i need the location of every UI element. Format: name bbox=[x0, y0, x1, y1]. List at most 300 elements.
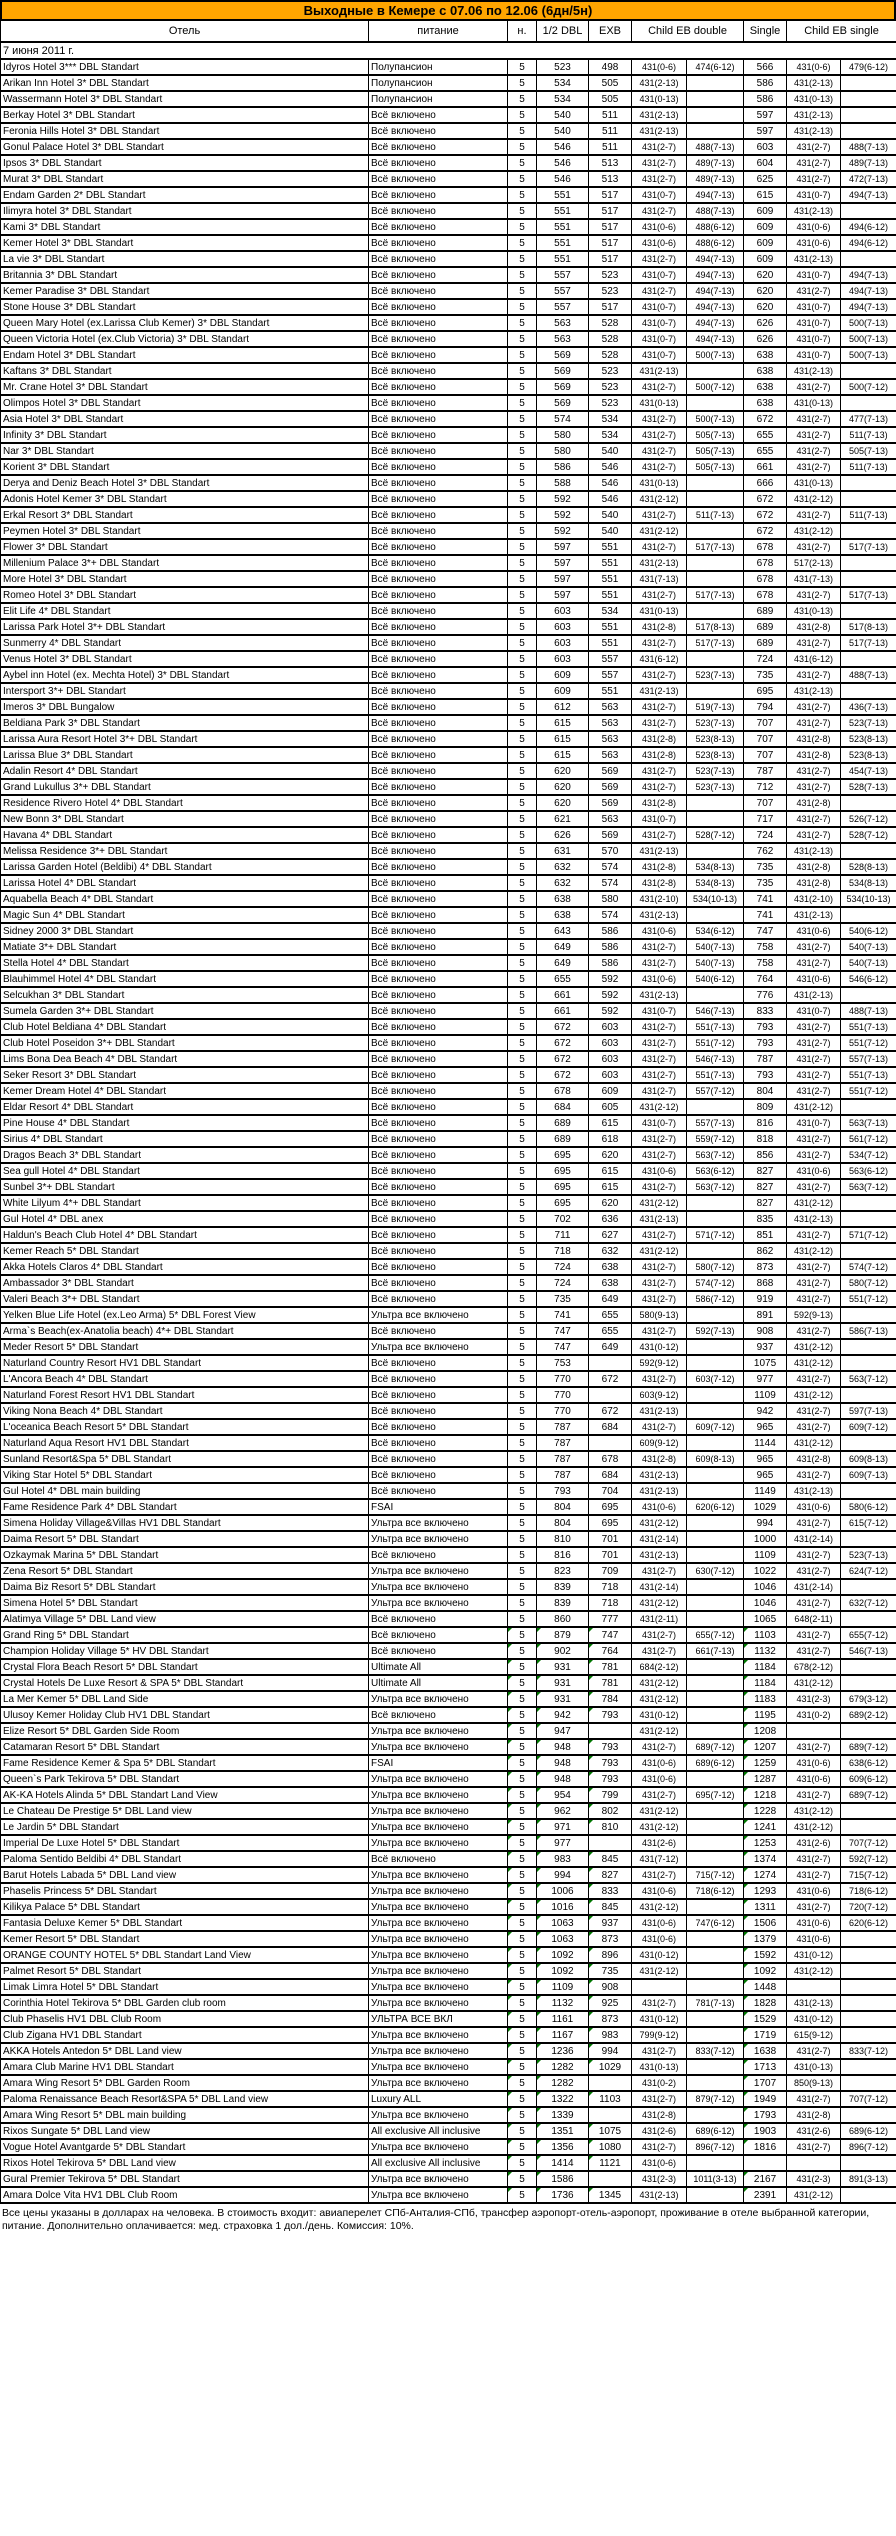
child-eb-double-2-cell: 609(8-13) bbox=[687, 1451, 744, 1467]
child-eb-double-1-cell: 580(9-13) bbox=[632, 1307, 687, 1323]
child-eb-single-2-cell bbox=[841, 1483, 896, 1499]
child-eb-single-2-cell: 689(7-12) bbox=[841, 1787, 896, 1803]
exb-price-cell: 570 bbox=[589, 843, 632, 859]
child-eb-single-2-cell: 523(8-13) bbox=[841, 731, 896, 747]
nights-cell: 5 bbox=[508, 2187, 537, 2203]
hotel-name-cell: ORANGE COUNTY HOTEL 5* DBL Standart Land View bbox=[1, 1947, 369, 1963]
exb-price-cell: 511 bbox=[589, 107, 632, 123]
meal-plan-cell: Всё включено bbox=[369, 1611, 508, 1627]
cell-error-indicator-icon bbox=[508, 2188, 512, 2192]
hotel-name-cell: Rixos Sungate 5* DBL Land view bbox=[1, 2123, 369, 2139]
child-eb-single-1-cell: 431(2-7) bbox=[787, 2091, 841, 2107]
nights-cell: 5 bbox=[508, 1723, 537, 1739]
exb-price-cell: 557 bbox=[589, 667, 632, 683]
half-dbl-price-cell: 1167 bbox=[537, 2027, 589, 2043]
hotel-name-cell: Alatimya Village 5* DBL Land view bbox=[1, 1611, 369, 1627]
child-eb-double-1-cell: 431(0-12) bbox=[632, 1339, 687, 1355]
single-price-cell: 1374 bbox=[744, 1851, 787, 1867]
cell-error-indicator-icon bbox=[537, 1740, 541, 1744]
single-price-cell: 862 bbox=[744, 1243, 787, 1259]
child-eb-double-2-cell: 534(8-13) bbox=[687, 875, 744, 891]
nights-cell: 5 bbox=[508, 1483, 537, 1499]
child-eb-double-2-cell: 494(7-13) bbox=[687, 251, 744, 267]
single-price-cell: 793 bbox=[744, 1019, 787, 1035]
child-eb-single-2-cell bbox=[841, 795, 896, 811]
child-eb-single-1-cell: 431(2-13) bbox=[787, 1995, 841, 2011]
half-dbl-price-cell: 523 bbox=[537, 59, 589, 75]
exb-price-cell: 603 bbox=[589, 1067, 632, 1083]
table-row bbox=[1, 1291, 896, 1307]
child-eb-single-1-cell: 431(2-7) bbox=[787, 1547, 841, 1563]
child-eb-double-1-cell: 431(0-6) bbox=[632, 1771, 687, 1787]
child-eb-single-1-cell: 431(2-13) bbox=[787, 683, 841, 699]
single-price-cell: 1046 bbox=[744, 1579, 787, 1595]
meal-plan-cell: Всё включено bbox=[369, 363, 508, 379]
cell-error-indicator-icon bbox=[537, 1804, 541, 1808]
single-price-cell: 827 bbox=[744, 1179, 787, 1195]
meal-plan-cell: Ultimate All bbox=[369, 1659, 508, 1675]
meal-plan-cell: Всё включено bbox=[369, 907, 508, 923]
child-eb-double-1-cell: 431(2-13) bbox=[632, 123, 687, 139]
child-eb-single-1-cell: 431(2-12) bbox=[787, 1099, 841, 1115]
cell-error-indicator-icon bbox=[744, 1708, 748, 1712]
child-eb-single-2-cell: 720(7-12) bbox=[841, 1899, 896, 1915]
child-eb-single-2-cell: 517(7-13) bbox=[841, 539, 896, 555]
table-row bbox=[1, 1243, 896, 1259]
child-eb-double-2-cell: 546(7-13) bbox=[687, 1003, 744, 1019]
cell-error-indicator-icon bbox=[744, 1724, 748, 1728]
nights-cell: 5 bbox=[508, 1307, 537, 1323]
child-eb-double-1-cell: 431(0-6) bbox=[632, 1499, 687, 1515]
meal-plan-cell: Всё включено bbox=[369, 1259, 508, 1275]
nights-cell: 5 bbox=[508, 539, 537, 555]
child-eb-double-1-cell: 431(0-13) bbox=[632, 603, 687, 619]
child-eb-double-2-cell: 609(7-12) bbox=[687, 1419, 744, 1435]
half-dbl-price-cell: 724 bbox=[537, 1275, 589, 1291]
exb-price-cell: 793 bbox=[589, 1707, 632, 1723]
half-dbl-price-cell: 1006 bbox=[537, 1883, 589, 1899]
nights-cell: 5 bbox=[508, 683, 537, 699]
meal-plan-cell: Всё включено bbox=[369, 459, 508, 475]
half-dbl-price-cell: 948 bbox=[537, 1739, 589, 1755]
half-dbl-price-cell: 632 bbox=[537, 875, 589, 891]
half-dbl-price-cell: 557 bbox=[537, 299, 589, 315]
hotel-name-cell: Matiate 3*+ DBL Standart bbox=[1, 939, 369, 955]
nights-cell: 5 bbox=[508, 395, 537, 411]
single-price-cell: 1046 bbox=[744, 1595, 787, 1611]
table-row bbox=[1, 171, 896, 187]
nights-cell: 5 bbox=[508, 747, 537, 763]
single-price-cell: 1075 bbox=[744, 1355, 787, 1371]
hotel-name-cell: Sunbel 3*+ DBL Standart bbox=[1, 1179, 369, 1195]
meal-plan-cell: Всё включено bbox=[369, 747, 508, 763]
child-eb-single-2-cell: 436(7-13) bbox=[841, 699, 896, 715]
exb-price-cell: 551 bbox=[589, 539, 632, 555]
meal-plan-cell: Всё включено bbox=[369, 1707, 508, 1723]
child-eb-double-1-cell: 431(2-7) bbox=[632, 283, 687, 299]
cell-error-indicator-icon bbox=[537, 2012, 541, 2016]
nights-cell: 5 bbox=[508, 891, 537, 907]
child-eb-double-1-cell: 431(2-13) bbox=[632, 555, 687, 571]
child-eb-single-2-cell: 488(7-13) bbox=[841, 667, 896, 683]
child-eb-double-1-cell: 431(2-8) bbox=[632, 747, 687, 763]
cell-error-indicator-icon bbox=[508, 2092, 512, 2096]
child-eb-double-2-cell bbox=[687, 1899, 744, 1915]
child-eb-double-2-cell: 523(8-13) bbox=[687, 747, 744, 763]
child-eb-double-1-cell: 431(7-13) bbox=[632, 571, 687, 587]
half-dbl-price-cell: 1161 bbox=[537, 2011, 589, 2027]
child-eb-double-1-cell: 431(2-7) bbox=[632, 1627, 687, 1643]
nights-cell: 5 bbox=[508, 1019, 537, 1035]
table-row bbox=[1, 2027, 896, 2043]
child-eb-double-1-cell: 684(2-12) bbox=[632, 1659, 687, 1675]
exb-price-cell: 517 bbox=[589, 187, 632, 203]
nights-cell: 5 bbox=[508, 507, 537, 523]
child-eb-double-2-cell bbox=[687, 1355, 744, 1371]
half-dbl-price-cell: 695 bbox=[537, 1147, 589, 1163]
meal-plan-cell: Ультра все включено bbox=[369, 1819, 508, 1835]
meal-plan-cell: Всё включено bbox=[369, 443, 508, 459]
exb-price-cell: 655 bbox=[589, 1323, 632, 1339]
single-price-cell: 672 bbox=[744, 523, 787, 539]
child-eb-double-1-cell: 431(2-8) bbox=[632, 1451, 687, 1467]
cell-error-indicator-icon bbox=[537, 1932, 541, 1936]
exb-price-cell: 781 bbox=[589, 1675, 632, 1691]
child-eb-double-2-cell: 474(6-12) bbox=[687, 59, 744, 75]
child-eb-double-1-cell: 431(2-13) bbox=[632, 75, 687, 91]
child-eb-single-1-cell: 431(2-7) bbox=[787, 1739, 841, 1755]
child-eb-double-2-cell bbox=[687, 1771, 744, 1787]
single-price-cell: 689 bbox=[744, 619, 787, 635]
table-row bbox=[1, 939, 896, 955]
meal-plan-cell: Всё включено bbox=[369, 555, 508, 571]
table-row bbox=[1, 763, 896, 779]
child-eb-single-2-cell bbox=[841, 1435, 896, 1451]
meal-plan-cell: Всё включено bbox=[369, 587, 508, 603]
child-eb-single-2-cell: 523(7-13) bbox=[841, 715, 896, 731]
meal-plan-cell: Всё включено bbox=[369, 475, 508, 491]
hotel-name-cell: Adonis Hotel Kemer 3* DBL Standart bbox=[1, 491, 369, 507]
cell-error-indicator-icon bbox=[508, 1996, 512, 2000]
child-eb-single-1-cell: 431(2-12) bbox=[787, 1339, 841, 1355]
single-price-cell: 942 bbox=[744, 1403, 787, 1419]
hotel-name-cell: Phaselis Princess 5* DBL Standart bbox=[1, 1883, 369, 1899]
meal-plan-cell: Всё включено bbox=[369, 1211, 508, 1227]
half-dbl-price-cell: 793 bbox=[537, 1483, 589, 1499]
table-row bbox=[1, 635, 896, 651]
nights-cell: 5 bbox=[508, 155, 537, 171]
child-eb-single-1-cell: 431(2-8) bbox=[787, 875, 841, 891]
nights-cell: 5 bbox=[508, 1035, 537, 1051]
cell-error-indicator-icon bbox=[508, 2108, 512, 2112]
child-eb-double-2-cell: 517(7-13) bbox=[687, 587, 744, 603]
child-eb-double-1-cell: 431(2-7) bbox=[632, 1291, 687, 1307]
cell-error-indicator-icon bbox=[537, 1676, 541, 1680]
nights-cell: 5 bbox=[508, 715, 537, 731]
half-dbl-price-cell: 661 bbox=[537, 1003, 589, 1019]
single-price-cell: 1195 bbox=[744, 1707, 787, 1723]
child-eb-single-2-cell bbox=[841, 123, 896, 139]
hotel-name-cell: Kemer Hotel 3* DBL Standart bbox=[1, 235, 369, 251]
single-price-cell: 724 bbox=[744, 651, 787, 667]
child-eb-double-2-cell bbox=[687, 2155, 744, 2171]
meal-plan-cell: Всё включено bbox=[369, 779, 508, 795]
hotel-name-cell: Romeo Hotel 3* DBL Standart bbox=[1, 587, 369, 603]
child-eb-double-2-cell: 592(7-13) bbox=[687, 1323, 744, 1339]
nights-cell: 5 bbox=[508, 1643, 537, 1659]
single-price-cell: 1022 bbox=[744, 1563, 787, 1579]
child-eb-single-2-cell: 563(7-12) bbox=[841, 1371, 896, 1387]
half-dbl-price-cell: 620 bbox=[537, 795, 589, 811]
half-dbl-price-cell: 620 bbox=[537, 779, 589, 795]
half-dbl-price-cell: 546 bbox=[537, 171, 589, 187]
half-dbl-price-cell: 661 bbox=[537, 987, 589, 1003]
cell-error-indicator-icon bbox=[589, 1788, 593, 1792]
meal-plan-cell: Всё включено bbox=[369, 1115, 508, 1131]
child-eb-double-1-cell: 431(0-12) bbox=[632, 2011, 687, 2027]
hotel-name-cell: Ilimyra hotel 3* DBL Standart bbox=[1, 203, 369, 219]
single-price-cell: 609 bbox=[744, 219, 787, 235]
child-eb-single-2-cell: 500(7-12) bbox=[841, 379, 896, 395]
meal-plan-cell: Полупансион bbox=[369, 75, 508, 91]
meal-plan-cell: Полупансион bbox=[369, 59, 508, 75]
child-eb-double-1-cell: 431(2-8) bbox=[632, 619, 687, 635]
single-price-cell: 625 bbox=[744, 171, 787, 187]
cell-error-indicator-icon bbox=[508, 1852, 512, 1856]
table-row bbox=[1, 1499, 896, 1515]
cell-error-indicator-icon bbox=[744, 1772, 748, 1776]
half-dbl-price-cell: 787 bbox=[537, 1451, 589, 1467]
child-eb-single-1-cell: 431(2-7) bbox=[787, 507, 841, 523]
single-price-cell: 793 bbox=[744, 1067, 787, 1083]
table-row bbox=[1, 1755, 896, 1771]
exb-price-cell: 845 bbox=[589, 1899, 632, 1915]
half-dbl-price-cell: 603 bbox=[537, 603, 589, 619]
cell-error-indicator-icon bbox=[744, 1804, 748, 1808]
half-dbl-price-cell: 597 bbox=[537, 555, 589, 571]
half-dbl-price-cell: 569 bbox=[537, 395, 589, 411]
cell-error-indicator-icon bbox=[744, 1676, 748, 1680]
single-price-cell: 655 bbox=[744, 443, 787, 459]
hotel-name-cell: Feronia Hills Hotel 3* DBL Standart bbox=[1, 123, 369, 139]
child-eb-single-1-cell: 431(2-7) bbox=[787, 715, 841, 731]
single-price-cell: 868 bbox=[744, 1275, 787, 1291]
hotel-name-cell: Yelken Blue Life Hotel (ex.Leo Arma) 5* DBL Forest View bbox=[1, 1307, 369, 1323]
hotel-name-cell: Zena Resort 5* DBL Standart bbox=[1, 1563, 369, 1579]
child-eb-double-1-cell: 431(2-12) bbox=[632, 1963, 687, 1979]
rows-body bbox=[1, 59, 896, 2203]
child-eb-single-1-cell: 431(2-7) bbox=[787, 1627, 841, 1643]
child-eb-double-2-cell: 494(7-13) bbox=[687, 315, 744, 331]
exb-price-cell: 627 bbox=[589, 1227, 632, 1243]
hotel-name-cell: Intersport 3*+ DBL Standart bbox=[1, 683, 369, 699]
single-price-cell: 717 bbox=[744, 811, 787, 827]
child-eb-double-2-cell bbox=[687, 603, 744, 619]
single-price-cell: 638 bbox=[744, 379, 787, 395]
single-price-cell: 1253 bbox=[744, 1835, 787, 1851]
meal-plan-cell: Всё включено bbox=[369, 251, 508, 267]
child-eb-double-2-cell: 879(7-12) bbox=[687, 2091, 744, 2107]
child-eb-double-2-cell bbox=[687, 395, 744, 411]
child-eb-single-1-cell: 431(2-7) bbox=[787, 1643, 841, 1659]
half-dbl-price-cell: 753 bbox=[537, 1355, 589, 1371]
child-eb-double-1-cell: 431(2-12) bbox=[632, 1099, 687, 1115]
hotel-name-cell: Le Chateau De Prestige 5* DBL Land view bbox=[1, 1803, 369, 1819]
child-eb-single-1-cell: 678(2-12) bbox=[787, 1659, 841, 1675]
child-eb-single-2-cell: 586(7-13) bbox=[841, 1323, 896, 1339]
half-dbl-price-cell: 823 bbox=[537, 1563, 589, 1579]
nights-cell: 5 bbox=[508, 603, 537, 619]
child-eb-double-2-cell bbox=[687, 1659, 744, 1675]
single-price-cell: 1109 bbox=[744, 1387, 787, 1403]
exb-price-cell: 636 bbox=[589, 1211, 632, 1227]
meal-plan-cell: Всё включено bbox=[369, 347, 508, 363]
child-eb-single-1-cell: 431(0-6) bbox=[787, 1883, 841, 1899]
hotel-name-cell: Aquabella Beach 4* DBL Standart bbox=[1, 891, 369, 907]
child-eb-single-2-cell: 500(7-13) bbox=[841, 315, 896, 331]
cell-error-indicator-icon bbox=[744, 1916, 748, 1920]
table-row bbox=[1, 2155, 896, 2171]
hotel-name-cell: Simena Holiday Village&Villas HV1 DBL Standart bbox=[1, 1515, 369, 1531]
nights-cell: 5 bbox=[508, 363, 537, 379]
hotel-name-cell: Fame Residence Park 4* DBL Standart bbox=[1, 1499, 369, 1515]
half-dbl-price-cell: 603 bbox=[537, 651, 589, 667]
exb-price-cell: 511 bbox=[589, 123, 632, 139]
table-row bbox=[1, 1115, 896, 1131]
child-eb-double-1-cell: 431(2-7) bbox=[632, 1419, 687, 1435]
child-eb-single-1-cell: 431(2-7) bbox=[787, 827, 841, 843]
child-eb-single-2-cell: 707(7-12) bbox=[841, 1835, 896, 1851]
single-price-cell: 1293 bbox=[744, 1883, 787, 1899]
child-eb-single-2-cell bbox=[841, 555, 896, 571]
exb-price-cell: 709 bbox=[589, 1563, 632, 1579]
single-price-cell: 655 bbox=[744, 427, 787, 443]
col-header-meal: питание bbox=[369, 20, 508, 42]
child-eb-single-2-cell: 494(6-12) bbox=[841, 219, 896, 235]
child-eb-single-2-cell: 563(7-12) bbox=[841, 1179, 896, 1195]
child-eb-double-2-cell bbox=[687, 1723, 744, 1739]
exb-price-cell: 632 bbox=[589, 1243, 632, 1259]
child-eb-double-1-cell: 431(0-6) bbox=[632, 1931, 687, 1947]
meal-plan-cell: Всё включено bbox=[369, 235, 508, 251]
single-price-cell: 804 bbox=[744, 1083, 787, 1099]
child-eb-double-2-cell bbox=[687, 1595, 744, 1611]
child-eb-single-2-cell: 523(8-13) bbox=[841, 747, 896, 763]
child-eb-single-1-cell: 431(0-6) bbox=[787, 59, 841, 75]
child-eb-single-2-cell bbox=[841, 523, 896, 539]
single-price-cell: 1144 bbox=[744, 1435, 787, 1451]
child-eb-single-2-cell: 546(6-12) bbox=[841, 971, 896, 987]
exb-price-cell: 925 bbox=[589, 1995, 632, 2011]
child-eb-single-2-cell bbox=[841, 683, 896, 699]
child-eb-double-2-cell bbox=[687, 1851, 744, 1867]
exb-price-cell: 569 bbox=[589, 827, 632, 843]
child-eb-single-2-cell bbox=[841, 1931, 896, 1947]
child-eb-double-1-cell: 431(2-7) bbox=[632, 2043, 687, 2059]
meal-plan-cell: Всё включено bbox=[369, 1435, 508, 1451]
table-row bbox=[1, 859, 896, 875]
hotel-name-cell: Catamaran Resort 5* DBL Standart bbox=[1, 1739, 369, 1755]
table-row bbox=[1, 1259, 896, 1275]
hotel-name-cell: Sea gull Hotel 4* DBL Standart bbox=[1, 1163, 369, 1179]
nights-cell: 5 bbox=[508, 1659, 537, 1675]
single-price-cell: 620 bbox=[744, 267, 787, 283]
meal-plan-cell: Всё включено bbox=[369, 1403, 508, 1419]
exb-price-cell bbox=[589, 2107, 632, 2123]
meal-plan-cell: Всё включено bbox=[369, 827, 508, 843]
nights-cell: 5 bbox=[508, 235, 537, 251]
single-price-cell: 1707 bbox=[744, 2075, 787, 2091]
child-eb-single-1-cell: 431(2-12) bbox=[787, 1963, 841, 1979]
child-eb-single-1-cell: 431(2-12) bbox=[787, 1195, 841, 1211]
child-eb-single-1-cell: 431(2-7) bbox=[787, 443, 841, 459]
child-eb-single-1-cell: 431(2-12) bbox=[787, 1675, 841, 1691]
exb-price-cell: 603 bbox=[589, 1051, 632, 1067]
cell-error-indicator-icon bbox=[508, 2012, 512, 2016]
half-dbl-price-cell: 770 bbox=[537, 1371, 589, 1387]
child-eb-single-2-cell bbox=[841, 1195, 896, 1211]
nights-cell: 5 bbox=[508, 1931, 537, 1947]
nights-cell: 5 bbox=[508, 1835, 537, 1851]
child-eb-single-2-cell: 689(2-12) bbox=[841, 1707, 896, 1723]
exb-price-cell: 546 bbox=[589, 459, 632, 475]
nights-cell: 5 bbox=[508, 1195, 537, 1211]
cell-error-indicator-icon bbox=[744, 2060, 748, 2064]
hotel-name-cell: Corinthia Hotel Tekirova 5* DBL Garden club room bbox=[1, 1995, 369, 2011]
half-dbl-price-cell: 655 bbox=[537, 971, 589, 987]
single-price-cell: 873 bbox=[744, 1259, 787, 1275]
table-row bbox=[1, 2059, 896, 2075]
half-dbl-price-cell: 540 bbox=[537, 107, 589, 123]
half-dbl-price-cell: 609 bbox=[537, 667, 589, 683]
single-price-cell: 672 bbox=[744, 411, 787, 427]
half-dbl-price-cell: 931 bbox=[537, 1691, 589, 1707]
meal-plan-cell: Всё включено bbox=[369, 203, 508, 219]
exb-price-cell: 695 bbox=[589, 1499, 632, 1515]
nights-cell: 5 bbox=[508, 491, 537, 507]
half-dbl-price-cell: 620 bbox=[537, 763, 589, 779]
half-dbl-price-cell: 609 bbox=[537, 683, 589, 699]
cell-error-indicator-icon bbox=[508, 1980, 512, 1984]
nights-cell: 5 bbox=[508, 251, 537, 267]
col-header-hotel: Отель bbox=[1, 20, 369, 42]
single-price-cell: 1208 bbox=[744, 1723, 787, 1739]
table-row bbox=[1, 1419, 896, 1435]
child-eb-double-2-cell: 488(7-13) bbox=[687, 203, 744, 219]
child-eb-single-2-cell bbox=[841, 1339, 896, 1355]
hotel-name-cell: Larissa Park Hotel 3*+ DBL Standart bbox=[1, 619, 369, 635]
hotel-name-cell: Selcukhan 3* DBL Standart bbox=[1, 987, 369, 1003]
child-eb-double-1-cell: 431(2-7) bbox=[632, 1787, 687, 1803]
child-eb-single-1-cell: 431(2-7) bbox=[787, 539, 841, 555]
meal-plan-cell: Ультра все включено bbox=[369, 2075, 508, 2091]
half-dbl-price-cell: 638 bbox=[537, 891, 589, 907]
cell-error-indicator-icon bbox=[744, 1692, 748, 1696]
hotel-name-cell: Peymen Hotel 3* DBL Standart bbox=[1, 523, 369, 539]
table-row bbox=[1, 1803, 896, 1819]
hotel-name-cell: Larissa Aura Resort Hotel 3*+ DBL Standart bbox=[1, 731, 369, 747]
exb-price-cell: 672 bbox=[589, 1403, 632, 1419]
table-row bbox=[1, 1211, 896, 1227]
hotel-name-cell: Daima Resort 5* DBL Standart bbox=[1, 1531, 369, 1547]
child-eb-single-2-cell: 571(7-12) bbox=[841, 1227, 896, 1243]
hotel-name-cell: Kemer Paradise 3* DBL Standart bbox=[1, 283, 369, 299]
meal-plan-cell: Всё включено bbox=[369, 123, 508, 139]
table-row bbox=[1, 443, 896, 459]
child-eb-double-1-cell: 431(2-7) bbox=[632, 1995, 687, 2011]
child-eb-double-2-cell: 540(7-13) bbox=[687, 955, 744, 971]
table-row bbox=[1, 1931, 896, 1947]
